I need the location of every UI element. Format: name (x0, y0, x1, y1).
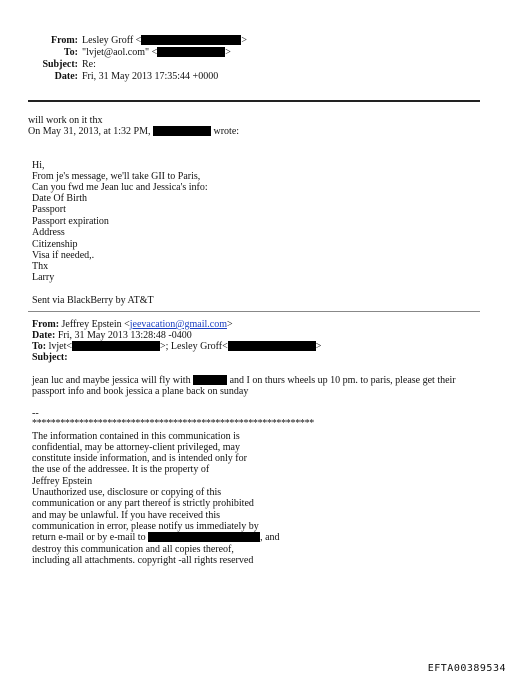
disclaimer-text: , and (260, 532, 280, 543)
redaction-block (157, 47, 225, 57)
inner-subject-label: Subject: (32, 352, 68, 363)
disclaimer-line: confidential, may be attorney-client privileged, may (32, 442, 240, 453)
quoted-line: Hi, (32, 160, 45, 171)
subject-label: Subject: (42, 59, 78, 70)
attribution-wrote: wrote: (213, 126, 240, 137)
document-id: EFTA00389534 (427, 662, 506, 674)
subject-value: Re: (82, 59, 96, 70)
inner-from: From: Jeffrey Epstein <jeevacation@gmail.com> (32, 319, 233, 330)
quoted-line: Larry (32, 272, 55, 283)
disclaimer-line: communication in error, please notify us immediately by (32, 521, 259, 532)
disclaimer-line: Jeffrey Epstein (32, 476, 93, 487)
to-value: "lvjet@aol.com" < > (82, 47, 231, 58)
disclaimer-line: constitute inside information, and is intended only for (32, 453, 247, 464)
disclaimer-text: return e-mail or by e-mail to (32, 532, 146, 543)
body-text: jean luc and maybe jessica will fly with (32, 375, 191, 386)
disclaimer-line: destroy this communication and all copies thereof, (32, 544, 234, 555)
reply-line: will work on it thx (28, 115, 103, 126)
inner-date (32, 330, 192, 342)
inner-date-value: Fri, 31 May 2013 13:28:48 -0400 (57, 330, 192, 341)
disclaimer-line (32, 532, 280, 544)
quoted-line: Thx (32, 261, 49, 272)
disclaimer-line: and may be unlawful. If you have received this (32, 510, 220, 521)
redaction-block (193, 375, 227, 385)
signature-dashes: -- (32, 408, 39, 419)
inner-from-label: From: (32, 319, 60, 330)
disclaimer-line: the use of the addressee. It is the property of (32, 464, 210, 475)
quoted-line: Passport (32, 204, 66, 215)
to-label: To: (63, 47, 78, 58)
redaction-block (141, 35, 241, 45)
redaction-block (153, 126, 211, 136)
inner-to-label: To: (32, 341, 47, 352)
inner-date-label: Date: (32, 330, 56, 341)
quote-divider (28, 311, 480, 312)
quoted-line: Citizenship (32, 239, 78, 250)
date-label: Date: (54, 71, 78, 82)
quoted-line: From je's message, we'll take GII to Paris, (32, 171, 201, 182)
inner-from-name: Jeffrey Epstein < (61, 319, 130, 330)
date-value: Fri, 31 May 2013 17:35:44 +0000 (82, 71, 219, 82)
from-value: Lesley Groff < > (82, 35, 247, 46)
sent-via: Sent via BlackBerry by AT&T (32, 295, 154, 306)
quoted-line: Can you fwd me Jean luc and Jessica's info: (32, 182, 208, 193)
quoted-line: Address (32, 227, 65, 238)
inner-to-mid: >; Lesley Groff< (160, 341, 228, 352)
quoted-line: Passport expiration (32, 216, 109, 227)
quoted-line: Date Of Birth (32, 193, 87, 204)
header-divider (28, 100, 480, 102)
body-text: and I on thurs wheels up 10 pm. to paris, please get their (229, 375, 456, 386)
inner-subject (32, 352, 68, 364)
quoted-line: Visa if needed,. (32, 250, 95, 261)
from-label: From: (50, 35, 78, 46)
signature-stars: ************************************************************ (32, 418, 315, 429)
to-recipient: "lvjet@aol.com" < (82, 47, 158, 58)
reply-attribution (28, 126, 239, 138)
email-link[interactable]: jeevacation@gmail.com (129, 319, 227, 330)
inner-to-name: lvjet< (48, 341, 73, 352)
disclaimer-line: The information contained in this communication is (32, 431, 240, 442)
from-sender: Lesley Groff < (82, 35, 142, 46)
redaction-block (72, 341, 160, 351)
disclaimer-line: communication or any part thereof is strictly prohibited (32, 498, 254, 509)
inner-to: To: lvjet< >; Lesley Groff< > (32, 341, 322, 352)
disclaimer-line: Unauthorized use, disclosure or copying of this (32, 487, 222, 498)
redaction-block (148, 532, 260, 542)
inner-body-line: passport info and book jessica a plane back on sunday (32, 386, 249, 397)
attribution-text: On May 31, 2013, at 1:32 PM, (28, 126, 151, 137)
disclaimer-line: including all attachments. copyright -all rights reserved (32, 555, 254, 566)
inner-body-line (32, 375, 456, 387)
redaction-block (228, 341, 316, 351)
